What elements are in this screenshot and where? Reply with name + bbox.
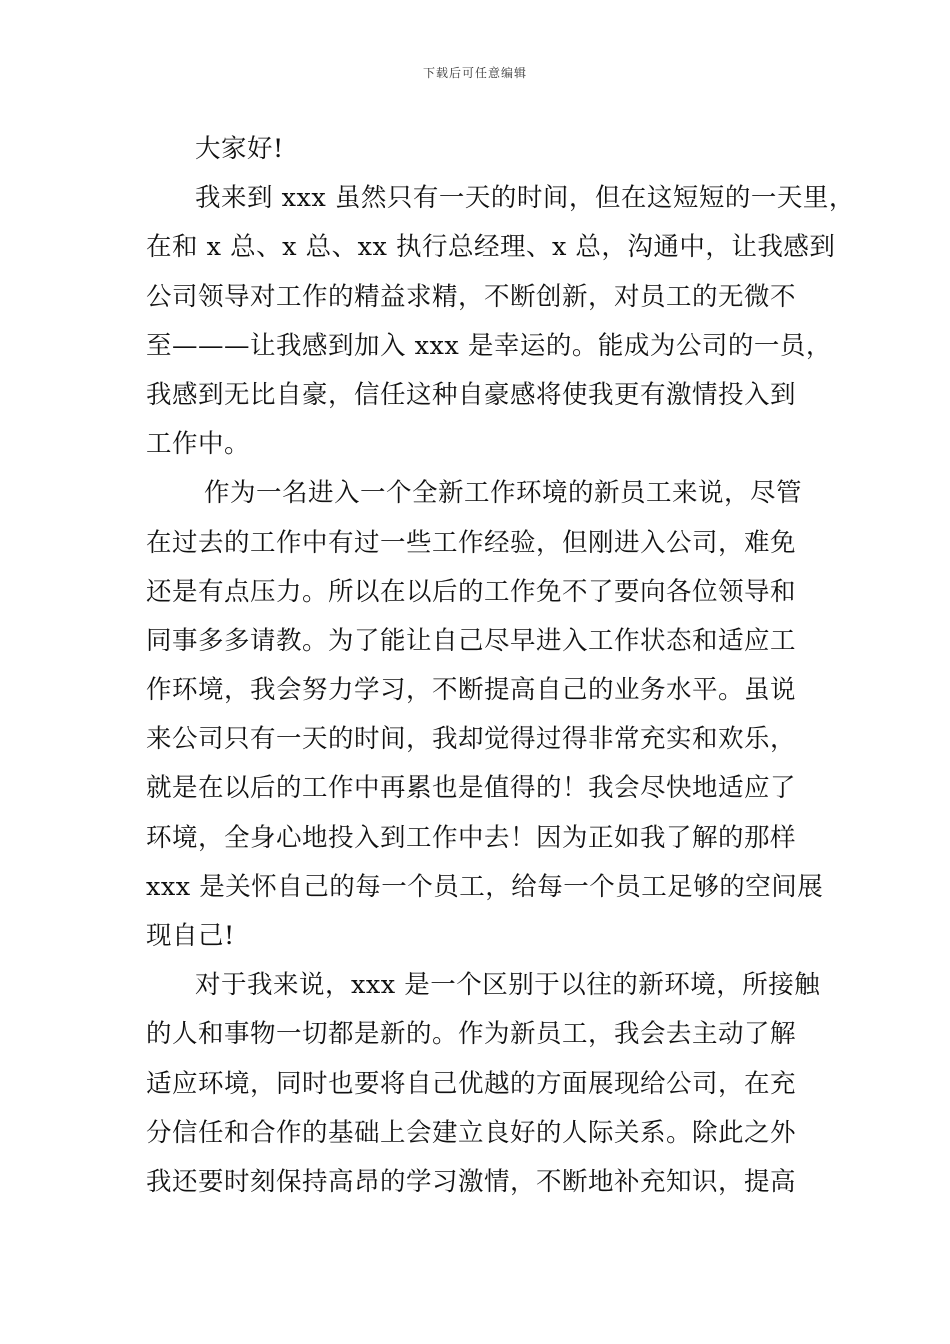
text-line: 适应环境，同时也要将自己优越的方面展现给公司，在充: [146, 1068, 797, 1099]
text-line: 在和 x 总、x 总、xx 执行总经理、x 总，沟通中，让我感到: [146, 232, 836, 263]
text-line: 环境，全身心地投入到工作中去！因为正如我了解的那样: [146, 822, 797, 853]
document-body: [146, 125, 855, 1207]
page-header: 下载后可任意编辑: [422, 66, 527, 80]
text-line: 我感到无比自豪，信任这种自豪感将使我更有激情投入到: [146, 379, 797, 410]
text-line: 作为一名进入一个全新工作环境的新员工来说，尽管: [204, 478, 803, 509]
text-line: xxx 是关怀自己的每一个员工，给每一个员工足够的空间展: [146, 871, 824, 902]
text-line: 我来到 xxx 虽然只有一天的时间，但在这短短的一天里，: [195, 183, 855, 214]
text-line: 的人和事物一切都是新的。作为新员工，我会去主动了解: [146, 1019, 797, 1050]
text-line: 在过去的工作中有过一些工作经验，但刚进入公司，难免: [146, 527, 797, 558]
text-line: 同事多多请教。为了能让自己尽早进入工作状态和适应工: [146, 625, 797, 656]
text-line: 现自己!: [146, 921, 235, 951]
text-line: 来公司只有一天的时间，我却觉得过得非常充实和欢乐，: [146, 724, 797, 755]
text-line: 对于我来说，xxx 是一个区别于以往的新环境，所接触: [195, 970, 821, 1001]
text-line: 至———让我感到加入 xxx 是幸运的。能成为公司的一员，: [146, 330, 832, 361]
text-line: 公司领导对工作的精益求精，不断创新，对员工的无微不: [146, 281, 797, 312]
text-line: 工作中。: [146, 429, 251, 460]
text-line: 我还要时刻保持高昂的学习激情，不断地补充知识，提高: [146, 1166, 797, 1197]
text-line: 作环境，我会努力学习，不断提高自己的业务水平。虽说: [146, 675, 797, 706]
text-line: 分信任和合作的基础上会建立良好的人际关系。除此之外: [146, 1117, 797, 1148]
greeting-line: 大家好!: [195, 134, 284, 164]
text-line: 还是有点压力。所以在以后的工作免不了要向各位领导和: [146, 576, 797, 607]
text-line: 就是在以后的工作中再累也是值得的！我会尽快地适应了: [146, 773, 797, 804]
